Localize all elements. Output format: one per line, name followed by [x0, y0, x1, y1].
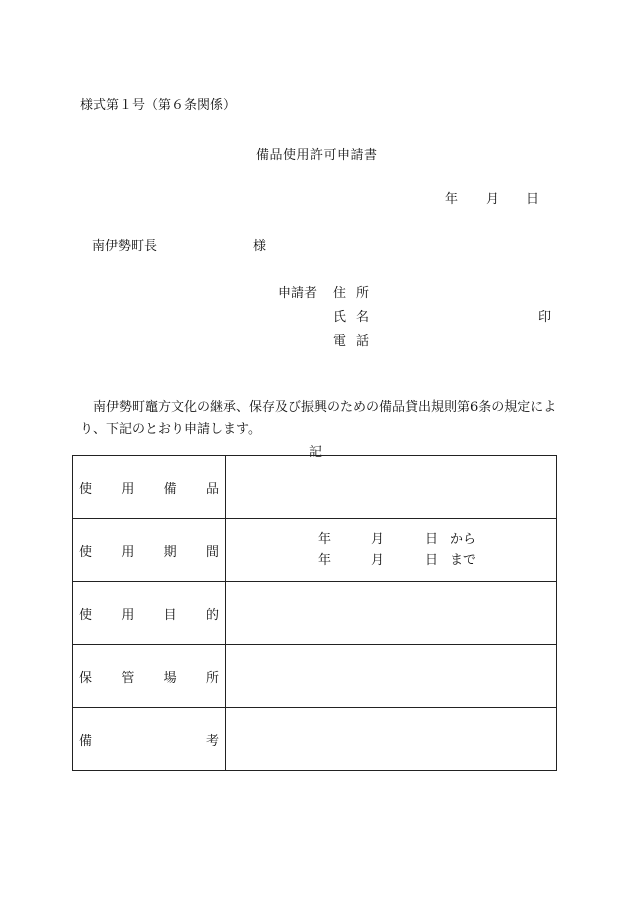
date-year-label: 年: [445, 192, 459, 207]
label-char: 的: [205, 607, 219, 623]
storage-value-cell[interactable]: [226, 645, 557, 708]
period-from-line: [318, 529, 556, 550]
row-label-purpose: [73, 582, 226, 645]
label-char: 備: [79, 733, 93, 749]
table-row: [73, 519, 557, 582]
equipment-value-cell[interactable]: [226, 456, 557, 519]
label-char: 期: [163, 544, 177, 560]
ki-heading: 記: [309, 445, 323, 460]
purpose-value-cell[interactable]: [226, 582, 557, 645]
date-month-label: 月: [486, 192, 500, 207]
application-table: [72, 455, 557, 771]
address-label: 住所: [333, 286, 380, 301]
label-char: 用: [121, 607, 135, 623]
form-number: 様式第１号（第６条関係）: [80, 98, 237, 113]
table-row: [73, 582, 557, 645]
label-char: 所: [205, 670, 219, 686]
period-to-month: 月: [371, 553, 385, 568]
label-char: 目: [163, 607, 177, 623]
label-char: 間: [205, 544, 219, 560]
label-char: 品: [205, 481, 219, 497]
period-from-day: 日: [425, 532, 439, 547]
period-from-year: 年: [318, 532, 332, 547]
label-char: 用: [121, 544, 135, 560]
row-label-equipment: [73, 456, 226, 519]
row-label-remarks: [73, 708, 226, 771]
label-char: 使: [79, 607, 93, 623]
period-to-line: [318, 550, 556, 571]
recipient-name: 南伊勢町長: [92, 239, 158, 254]
row-label-period: [73, 519, 226, 582]
name-label: 氏名: [333, 310, 380, 325]
table-row: [73, 708, 557, 771]
date-day-label: 日: [526, 192, 540, 207]
remarks-value-cell[interactable]: [226, 708, 557, 771]
label-char: 場: [163, 670, 177, 686]
table-row: [73, 645, 557, 708]
label-char: 備: [163, 481, 177, 497]
applicant-label: 申請者: [278, 286, 318, 301]
table-row: [73, 456, 557, 519]
period-to-suffix: まで: [450, 553, 477, 568]
period-value-cell[interactable]: [226, 519, 557, 582]
document-title: 備品使用許可申請書: [256, 148, 378, 163]
period-from-month: 月: [371, 532, 385, 547]
period-to-year: 年: [318, 553, 332, 568]
label-char: 用: [121, 481, 135, 497]
label-char: 使: [79, 544, 93, 560]
row-label-storage: [73, 645, 226, 708]
period-from-suffix: から: [450, 532, 477, 547]
label-char: 管: [121, 670, 135, 686]
seal-mark: 印: [538, 310, 552, 325]
label-char: 使: [79, 481, 93, 497]
label-char: 考: [205, 733, 219, 749]
label-char: 保: [79, 670, 93, 686]
application-statement: 南伊勢町竈方文化の継承、保存及び振興のための備品貸出規則第6条の規定により、下記のとおり申請します。: [80, 400, 557, 437]
phone-label: 電話: [333, 334, 380, 349]
recipient-honorific: 様: [253, 239, 267, 254]
period-to-day: 日: [425, 553, 439, 568]
